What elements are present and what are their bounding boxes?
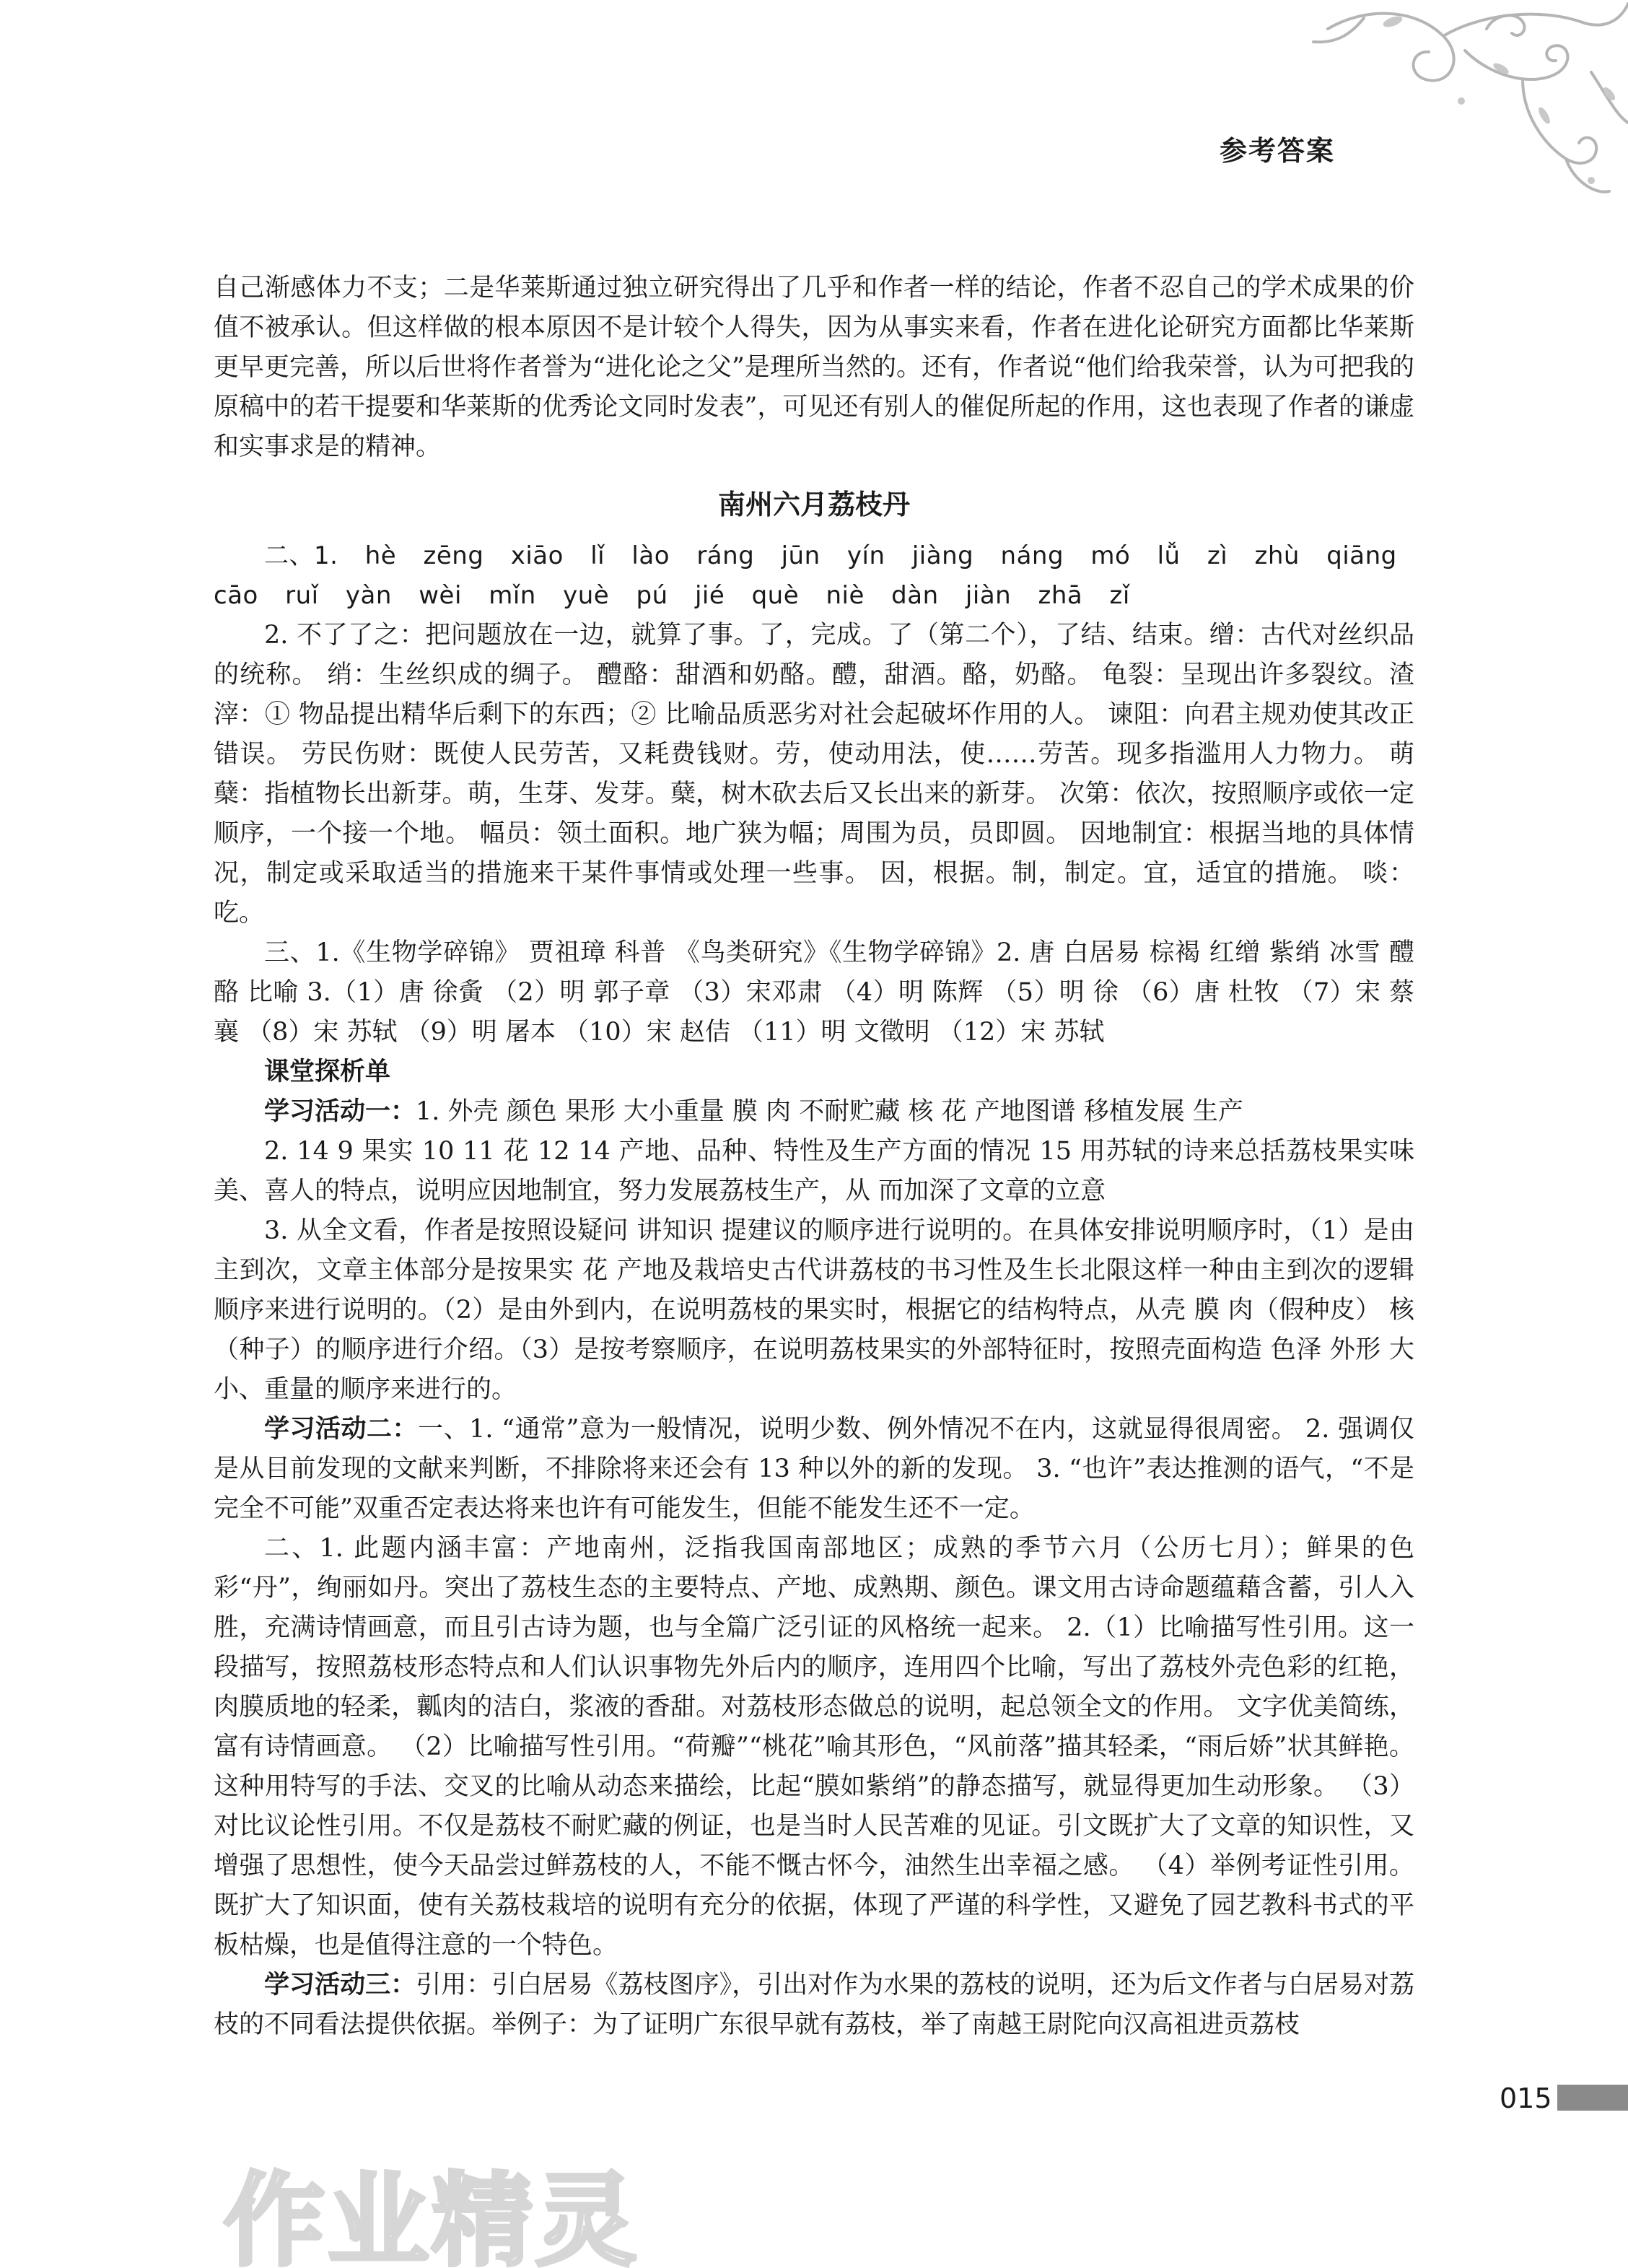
part-three-paragraph: 三、1.《生物学碎锦》 贾祖璋 科普 《鸟类研究》《生物学碎锦》2. 唐 白居易 棕褐 红缯 紫绡 冰雪 醴酪 比喻 3.（1）唐 徐夤 （2）明 郭子章 （3）宋邓肃 （4）明 陈辉 （5）明 徐 （6）唐 杜牧 （7）宋 蔡襄 （8）宋 苏轼 （9）明 屠本 （10）宋 赵佶 （11）明 文徵明 （12）宋 苏轼 [214, 938, 1414, 1047]
pinyin-line-2: cāo ruǐ yàn wèi mǐn yuè pú jié què niè dàn jiàn zhā zǐ [214, 581, 1130, 610]
svg-text:作业精灵: 作业精灵 [224, 2163, 640, 2268]
page-number-bar [1557, 2085, 1628, 2111]
watermark-logo [216, 2155, 649, 2268]
activity-one-text: 1. 外壳 颜色 果形 大小重量 膜 肉 不耐贮藏 核 花 产地图谱 移植发展 生产 [416, 1097, 1243, 1126]
activity-one-item-3: 3. 从全文看，作者是按照设疑问 讲知识 提建议的顺序进行说明的。在具体安排说明顺序时，（1）是由主到次，文章主体部分是按果实 花 产地及栽培史古代讲荔枝的书习性及生长北限这样一种由主到次的逻辑顺序来进行说明的。（2）是由外到内，在说明荔枝的果实时，根据它的结构特点，从壳 膜 肉（假种皮） 核（种子）的顺序进行介绍。（3）是按考察顺序，在说明荔枝果实的外部特征时，按照壳面构造 色泽 外形 大小、重量的顺序来进行的。 [214, 1216, 1414, 1404]
activity-two-text: 一、1. “通常”意为一般情况，说明少数、例外情况不在内，这就显得很周密。 2. 强调仅是从目前发现的文献来判断，不排除将来还会有 13 种以外的新的发现。 3. “也许”表达推测的语气，“不是完全不可能”双重否定表达将来也许有可能发生，但能不能发生还不一定。 [214, 1415, 1414, 1523]
activity-three-paragraph [214, 1966, 1414, 2045]
intro-paragraph: 自己渐感体力不支；二是华莱斯通过独立研究得出了几乎和作者一样的结论，作者不忍自己的学术成果的价值不被承认。但这样做的根本原因不是计较个人得失，因为从事实来看，作者在进化论研究方面都比华莱斯更早更完善，所以后世将作者誉为“进化论之父”是理所当然的。还有，作者说“他们给我荣誉，认为可把我的原稿中的若干提要和华莱斯的优秀论文同时发表”，可见还有别人的催促所起的作用，这也表现了作者的谦虚和实事求是的精神。 [214, 274, 1414, 461]
page-number: 015 [1500, 2082, 1552, 2114]
activity-three-label: 学习活动三： [264, 1971, 416, 1999]
article-title: 南州六月荔枝丹 [717, 489, 910, 520]
pinyin-line-1: 二、1. hè zēng xiāo lǐ lào ráng jūn yín jiàng náng mó lǚ zì zhù qiāng [264, 541, 1397, 570]
activity-three-text: 引用：引白居易《荔枝图序》，引出对作为水果的荔枝的说明，还为后文作者与白居易对荔枝的不同看法提供依据。举例子：为了证明广东很早就有荔枝，举了南越王尉陀向汉高祖进贡荔枝 [214, 1971, 1414, 2039]
answer-content [214, 269, 1414, 2045]
section-heading: 课堂探析单 [264, 1057, 391, 1086]
activity-one-item-2: 2. 14 9 果实 10 11 花 12 14 产地、品种、特性及生产方面的情况 15 用苏轼的诗来总括荔枝果实味美、喜人的特点，说明应因地制宜，努力发展荔枝生产，从 而加深了文章的立意 [214, 1137, 1414, 1205]
section-header-label: 参考答案 [1220, 135, 1336, 167]
vocab-paragraph: 2. 不了了之：把问题放在一边，就算了事。了，完成。了（第二个），了结、结束。缯：古代对丝织品的统称。 绡：生丝织成的绸子。 醴酪：甜酒和奶酪。醴，甜酒。酪，奶酪。 龟裂：呈现出许多裂纹。渣滓：① 物品提出精华后剩下的东西；② 比喻品质恶劣对社会起破坏作用的人。 谏阻：向君主规劝使其改正错误。 劳民伤财：既使人民劳苦，又耗费钱财。劳，使动用法，使……劳苦。现多指滥用人力物力。 萌蘖：指植物长出新芽。萌，生芽、发芽。蘖，树木砍去后又长出来的新芽。 次第：依次，按照顺序或依一定顺序，一个接一个地。 幅员：领土面积。地广狭为幅；周围为员，员即圆。 因地制宜：根据当地的具体情况，制定或采取适当的措施来干某件事情或处理一些事。 因，根据。制，制定。宜，适宜的措施。 啖：吃。 [214, 621, 1414, 928]
activity-two-label: 学习活动二： [264, 1415, 419, 1444]
floral-ornament-icon [1306, 0, 1628, 217]
activity-one-label: 学习活动一： [264, 1097, 416, 1126]
activity-two-paragraph [214, 1410, 1414, 1529]
activity-one-paragraph [214, 1092, 1414, 1132]
activity-two-part-b: 二、1. 此题内涵丰富：产地南州，泛指我国南部地区；成熟的季节六月（公历七月）；鲜果的色彩“丹”，绚丽如丹。突出了荔枝生态的主要特点、产地、成熟期、颜色。课文用古诗命题蕴藉含蓄，引人入胜，充满诗情画意，而且引古诗为题，也与全篇广泛引证的风格统一起来。 2.（1）比喻描写性引用。这一段描写，按照荔枝形态特点和人们认识事物先外后内的顺序，连用四个比喻，写出了荔枝外壳色彩的红艳，肉膜质地的轻柔，瓤肉的洁白，浆液的香甜。对荔枝形态做总的说明，起总领全文的作用。 文字优美简练，富有诗情画意。 （2）比喻描写性引用。“荷瓣”“桃花”喻其形色，“风前落”描其轻柔，“雨后娇”状其鲜艳。这种用特写的手法、交叉的比喻从动态来描绘，比起“膜如紫绡”的静态描写，就显得更加生动形象。 （3）对比议论性引用。不仅是荔枝不耐贮藏的例证，也是当时人民苦难的见证。引文既扩大了文章的知识性，又增强了思想性，使今天品尝过鲜荔枝的人，不能不慨古怀今，油然生出幸福之感。 （4）举例考证性引用。既扩大了知识面，使有关荔枝栽培的说明有充分的依据，体现了严谨的科学性，又避免了园艺教科书式的平板枯燥，也是值得注意的一个特色。 [214, 1534, 1414, 1960]
